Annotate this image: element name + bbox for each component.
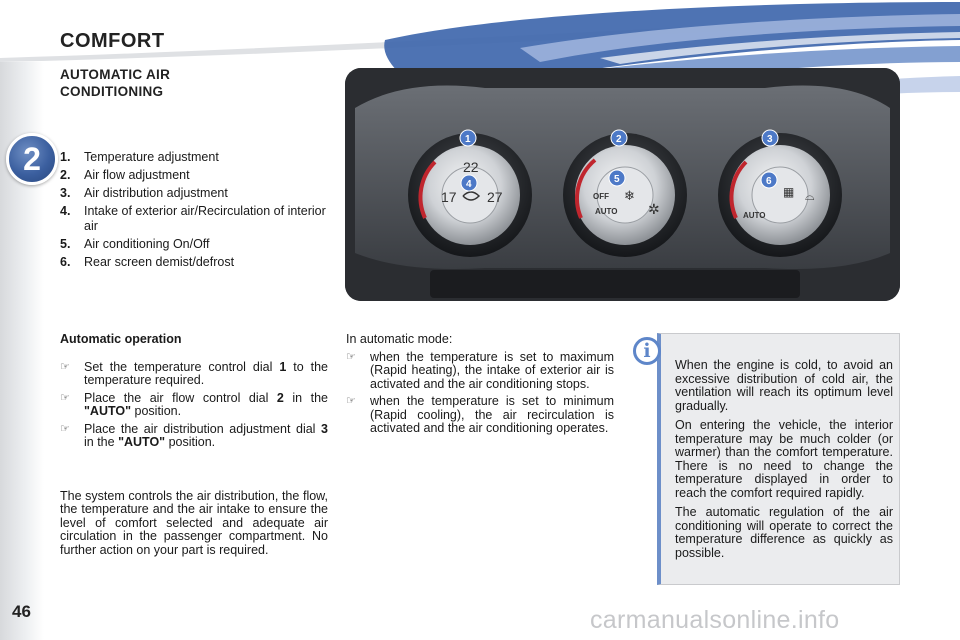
legend-label: Rear screen demist/defrost (84, 255, 235, 269)
automatic-mode-intro: In automatic mode: (346, 332, 453, 346)
legend-item (60, 255, 332, 270)
info-paragraph: On entering the vehicle, the interior temperature may be much colder (or warmer) than the comfort temperature. There is no need to change the temperature displayed in order to reach the comfort required rapidly. (675, 418, 893, 500)
text-span: Place the air distribution adjustment dial (84, 421, 322, 436)
text-span: Place the air flow control dial (84, 390, 277, 405)
temp-tick-high: 27 (487, 189, 503, 205)
auto-reference: "AUTO" (84, 404, 132, 418)
pointing-hand-icon: ☞ (346, 395, 356, 407)
legend-label: Intake of exterior air/Recirculation of interior air (84, 204, 326, 233)
text-span: Set the temperature control dial (84, 359, 280, 374)
text-span: position. (131, 404, 182, 418)
chapter-tab: 2 (6, 133, 58, 185)
legend-number: 3. (60, 186, 71, 200)
legend-number: 2. (60, 168, 71, 182)
legend-number: 5. (60, 237, 71, 251)
info-icon: i (633, 337, 661, 365)
callout-3: 3 (767, 134, 773, 145)
fan-icon: ✲ (648, 202, 660, 218)
temp-tick-low: 17 (441, 189, 457, 205)
dial-legend (60, 150, 332, 273)
callout-2: 2 (616, 134, 622, 145)
legend-item (60, 204, 332, 234)
legend-number: 6. (60, 255, 71, 269)
page-subtitle: AUTOMATIC AIR CONDITIONING (60, 67, 171, 99)
section-title: COMFORT (60, 30, 165, 52)
rear-defrost-icon: ▦ (783, 185, 795, 199)
instruction-item (60, 361, 328, 388)
callout-5: 5 (614, 174, 620, 185)
distribution-auto-label: AUTO (743, 211, 766, 220)
callout-1: 1 (465, 134, 471, 145)
legend-label: Air distribution adjustment (84, 186, 228, 200)
mode-item (346, 395, 614, 436)
off-label: OFF (593, 192, 609, 201)
air-distribution-dial (718, 133, 842, 257)
pointing-hand-icon: ☞ (346, 350, 356, 363)
air-flow-dial (563, 133, 687, 257)
mode-item (346, 351, 614, 392)
instruction-item (60, 392, 328, 419)
legend-item (60, 186, 332, 201)
dial-reference: 2 (276, 390, 284, 405)
pointing-hand-icon: ☞ (60, 391, 70, 404)
info-text (675, 359, 893, 566)
temperature-dial (408, 133, 532, 257)
system-description: The system controls the air distribution, the flow, the temperature and the air intake to ensure the level of comfort selected and adequate air circulation in the passenger compartment. No further action on your part is required. (60, 488, 328, 557)
text-span: in the (84, 435, 119, 449)
auto-reference: "AUTO" (118, 435, 166, 449)
control-panel-illustration (345, 68, 900, 301)
legend-number: 1. (60, 150, 71, 164)
ac-snowflake-icon: ❄ (624, 189, 635, 204)
temp-tick-mid: 22 (463, 159, 479, 175)
windscreen-defrost-icon: ⌓ (805, 189, 815, 203)
automatic-mode-section (346, 333, 614, 440)
instruction-text (84, 361, 328, 388)
legend-item (60, 168, 332, 183)
text-span: position. (165, 435, 216, 449)
page-number: 46 (12, 602, 31, 621)
pointing-hand-icon: ☞ (60, 422, 70, 435)
instruction-text (84, 423, 328, 450)
instruction-text (84, 392, 328, 419)
info-paragraph: The automatic regulation of the air conditioning will operate to correct the temperature difference as quickly as possible. (675, 505, 893, 560)
legend-item (60, 237, 332, 252)
mode-text: when the temperature is set to minimum (Rapid cooling), the air recirculation is activated and the air conditioning operates. (370, 394, 614, 435)
legend-label: Air conditioning On/Off (84, 237, 210, 251)
info-paragraph: When the engine is cold, to avoid an excessive distribution of cold air, the ventilation will reach its optimum level gradually. (675, 358, 893, 413)
watermark: carmanualsonline.info (590, 606, 840, 634)
dial-reference: 1 (279, 359, 287, 374)
text-span: to the temperature required. (84, 359, 329, 387)
text-span: in the (283, 390, 328, 405)
mode-text: when the temperature is set to maximum (Rapid heating), the intake of exterior air is activated and the air conditioning stops. (370, 349, 614, 391)
legend-label: Temperature adjustment (84, 150, 219, 164)
automatic-operation-section (60, 333, 328, 557)
automatic-operation-heading: Automatic operation (60, 332, 182, 346)
legend-label: Air flow adjustment (84, 168, 190, 182)
instruction-item (60, 423, 328, 450)
auto-label: AUTO (595, 207, 618, 216)
dial-reference: 3 (321, 421, 328, 436)
legend-number: 4. (60, 204, 71, 218)
pointing-hand-icon: ☞ (60, 360, 70, 373)
control-panel-photo (345, 68, 900, 301)
legend-item (60, 150, 332, 165)
callout-6: 6 (766, 176, 772, 187)
callout-4: 4 (466, 179, 472, 190)
